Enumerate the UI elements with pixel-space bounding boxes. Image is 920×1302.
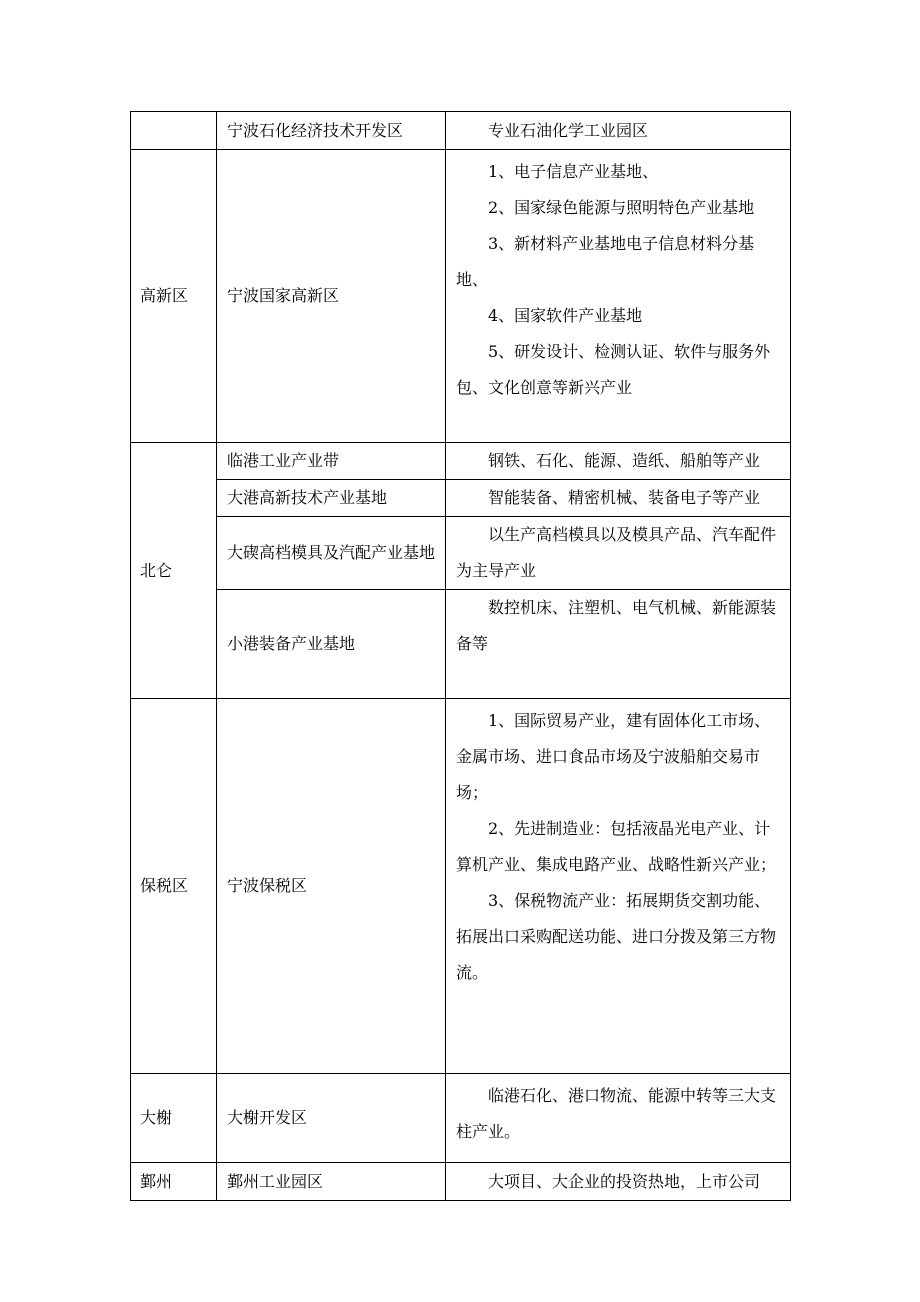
industry-zone-table: [130, 111, 791, 1201]
table-row: [131, 112, 791, 150]
industry-text: 以生产高档模具以及模具产品、汽车配件为主导产业: [456, 525, 777, 580]
industry-cell: [446, 699, 791, 1074]
industry-line: 3、保税物流产业：拓展期货交割功能、拓展出口采购配送功能、进口分拨及第三方物流。: [456, 891, 777, 982]
industry-text: 钢铁、石化、能源、造纸、船舶等产业: [488, 451, 761, 470]
industry-line: 5、研发设计、检测认证、软件与服务外包、文化创意等新兴产业: [456, 342, 771, 397]
district-cell: 高新区: [131, 150, 217, 443]
industry-cell: [446, 517, 791, 590]
industry-line: 1、国际贸易产业，建有固体化工市场、金属市场、进口食品市场及宁波船舶交易市场；: [456, 711, 771, 802]
table-row: [131, 1163, 791, 1201]
zone-name-cell: 大港高新技术产业基地: [217, 480, 446, 517]
industry-cell: [446, 1163, 791, 1201]
zone-name-cell: 大榭开发区: [217, 1074, 446, 1163]
industry-cell: [446, 480, 791, 517]
district-cell: 北仑: [131, 443, 217, 699]
industry-line: 2、国家绿色能源与照明特色产业基地: [488, 198, 755, 217]
industry-line: 2、先进制造业：包括液晶光电产业、计算机产业、集成电路产业、战略性新兴产业；: [456, 819, 777, 874]
industry-text: 大项目、大企业的投资热地，上市公司: [488, 1171, 761, 1191]
district-cell: 大榭: [131, 1074, 217, 1163]
zone-name-cell: 宁波保税区: [217, 699, 446, 1074]
district-cell: [131, 112, 217, 150]
zone-name-cell: 宁波石化经济技术开发区: [217, 112, 446, 150]
zone-name-cell: 鄞州工业园区: [217, 1163, 446, 1201]
industry-cell: [446, 112, 791, 150]
table-row: [131, 443, 791, 480]
zone-name-cell: 大碶高档模具及汽配产业基地: [217, 517, 446, 590]
industry-text: 智能装备、精密机械、装备电子等产业: [488, 488, 761, 507]
industry-cell: [446, 590, 791, 699]
industry-text: 临港石化、港口物流、能源中转等三大支柱产业。: [456, 1086, 777, 1141]
industry-line: 4、国家软件产业基地: [488, 306, 643, 325]
table-row: [131, 517, 791, 590]
industry-cell: [446, 1074, 791, 1163]
table-row: [131, 590, 791, 699]
district-cell: 鄞州: [131, 1163, 217, 1201]
industry-line: 1、电子信息产业基地、: [488, 162, 659, 181]
table-row: [131, 699, 791, 1074]
table-row: [131, 150, 791, 443]
table-row: [131, 480, 791, 517]
industry-text: 数控机床、注塑机、电气机械、新能源装备等: [456, 598, 777, 653]
zone-name-cell: 小港装备产业基地: [217, 590, 446, 699]
industry-text: 专业石油化学工业园区: [488, 120, 649, 140]
zone-name-cell: 宁波国家高新区: [217, 150, 446, 443]
zone-name-cell: 临港工业产业带: [217, 443, 446, 480]
district-cell: 保税区: [131, 699, 217, 1074]
industry-cell: [446, 150, 791, 443]
industry-line: 3、新材料产业基地电子信息材料分基地、: [456, 234, 755, 289]
table-row: [131, 1074, 791, 1163]
industry-cell: [446, 443, 791, 480]
